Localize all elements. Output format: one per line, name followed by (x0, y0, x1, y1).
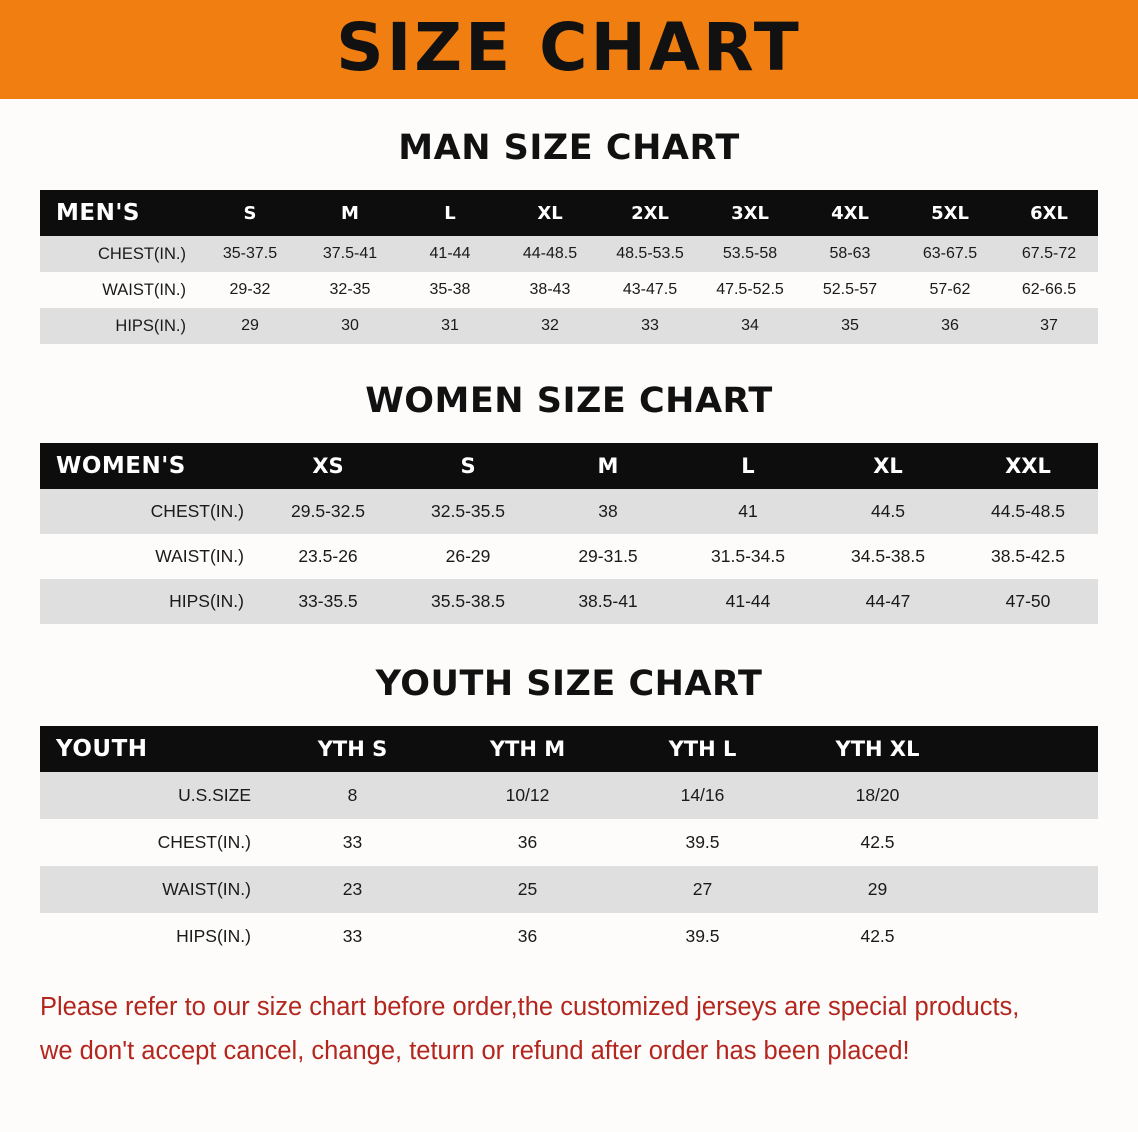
col-header: MEN'S (40, 190, 200, 236)
table-cell: 35-38 (400, 272, 500, 308)
table-cell: 33 (265, 819, 440, 866)
table-cell: 42.5 (790, 819, 965, 866)
table-cell: 34.5-38.5 (818, 534, 958, 579)
table-cell: 44-48.5 (500, 236, 600, 272)
table-cell: 44-47 (818, 579, 958, 624)
col-header: 6XL (1000, 190, 1098, 236)
table-cell: 44.5 (818, 489, 958, 534)
col-header: L (678, 443, 818, 489)
table-row (40, 866, 1098, 913)
women-size-table (40, 443, 1098, 624)
table-cell-empty (965, 772, 1098, 819)
table-cell: 62-66.5 (1000, 272, 1098, 308)
table-cell: 67.5-72 (1000, 236, 1098, 272)
col-header-empty (965, 726, 1098, 772)
row-label: CHEST(IN.) (40, 236, 200, 272)
row-label: WAIST(IN.) (40, 534, 258, 579)
table-row (40, 579, 1098, 624)
youth-section-title: YOUTH SIZE CHART (375, 664, 763, 704)
row-label: CHEST(IN.) (40, 489, 258, 534)
table-cell: 33 (600, 308, 700, 344)
table-cell: 23.5-26 (258, 534, 398, 579)
table-row (40, 236, 1098, 272)
col-header: L (400, 190, 500, 236)
youth-table-wrap (0, 726, 1138, 960)
table-row (40, 772, 1098, 819)
table-cell: 39.5 (615, 913, 790, 960)
man-table-wrap (0, 190, 1138, 344)
table-cell: 33 (265, 913, 440, 960)
table-cell: 29-32 (200, 272, 300, 308)
row-label: WAIST(IN.) (40, 866, 265, 913)
table-header-row (40, 190, 1098, 236)
table-row (40, 534, 1098, 579)
table-cell: 35-37.5 (200, 236, 300, 272)
table-cell: 32 (500, 308, 600, 344)
col-header: 3XL (700, 190, 800, 236)
table-cell: 58-63 (800, 236, 900, 272)
col-header: S (200, 190, 300, 236)
table-cell: 29.5-32.5 (258, 489, 398, 534)
table-cell: 43-47.5 (600, 272, 700, 308)
table-cell: 26-29 (398, 534, 538, 579)
col-header: M (300, 190, 400, 236)
row-label: CHEST(IN.) (40, 819, 265, 866)
table-cell: 25 (440, 866, 615, 913)
table-cell: 39.5 (615, 819, 790, 866)
table-cell: 8 (265, 772, 440, 819)
table-cell: 29 (790, 866, 965, 913)
women-section-title: WOMEN SIZE CHART (365, 381, 773, 421)
table-row (40, 913, 1098, 960)
table-cell: 63-67.5 (900, 236, 1000, 272)
table-cell: 38 (538, 489, 678, 534)
table-cell: 29-31.5 (538, 534, 678, 579)
col-header: YTH M (440, 726, 615, 772)
table-cell: 52.5-57 (800, 272, 900, 308)
col-header: M (538, 443, 678, 489)
col-header: YTH XL (790, 726, 965, 772)
table-cell: 37.5-41 (300, 236, 400, 272)
women-table-wrap (0, 443, 1138, 624)
col-header: WOMEN'S (40, 443, 258, 489)
table-cell: 48.5-53.5 (600, 236, 700, 272)
table-row (40, 272, 1098, 308)
table-cell: 37 (1000, 308, 1098, 344)
table-cell: 30 (300, 308, 400, 344)
table-row (40, 308, 1098, 344)
page-title: SIZE CHART (336, 8, 802, 86)
banner (0, 0, 1138, 99)
table-cell: 32-35 (300, 272, 400, 308)
table-cell: 34 (700, 308, 800, 344)
row-label: HIPS(IN.) (40, 913, 265, 960)
table-cell: 32.5-35.5 (398, 489, 538, 534)
disclaimer-note (40, 986, 1098, 1074)
man-section-title: MAN SIZE CHART (398, 128, 740, 168)
man-size-table (40, 190, 1098, 344)
table-header-row (40, 443, 1098, 489)
table-cell: 57-62 (900, 272, 1000, 308)
table-cell-empty (965, 866, 1098, 913)
col-header: 5XL (900, 190, 1000, 236)
col-header: S (398, 443, 538, 489)
col-header: XS (258, 443, 398, 489)
table-cell: 41-44 (400, 236, 500, 272)
table-cell-empty (965, 913, 1098, 960)
col-header: 2XL (600, 190, 700, 236)
table-cell: 35 (800, 308, 900, 344)
table-cell: 35.5-38.5 (398, 579, 538, 624)
table-cell: 41 (678, 489, 818, 534)
col-header: YTH L (615, 726, 790, 772)
disclaimer-line-2: we don't accept cancel, change, teturn or refund after order has been placed! (40, 1036, 910, 1065)
table-cell: 36 (900, 308, 1000, 344)
table-cell: 42.5 (790, 913, 965, 960)
disclaimer-line-1: Please refer to our size chart before order,the customized jerseys are special products, (40, 993, 1020, 1021)
row-label: HIPS(IN.) (40, 579, 258, 624)
col-header: XL (500, 190, 600, 236)
table-cell: 14/16 (615, 772, 790, 819)
youth-size-table (40, 726, 1098, 960)
col-header: XXL (958, 443, 1098, 489)
col-header: XL (818, 443, 958, 489)
row-label: WAIST(IN.) (40, 272, 200, 308)
row-label: U.S.SIZE (40, 772, 265, 819)
table-cell: 23 (265, 866, 440, 913)
col-header: 4XL (800, 190, 900, 236)
table-cell: 36 (440, 913, 615, 960)
table-row (40, 489, 1098, 534)
table-cell: 27 (615, 866, 790, 913)
table-cell: 18/20 (790, 772, 965, 819)
row-label: HIPS(IN.) (40, 308, 200, 344)
table-row (40, 819, 1098, 866)
table-cell: 41-44 (678, 579, 818, 624)
table-cell: 38.5-41 (538, 579, 678, 624)
table-cell: 44.5-48.5 (958, 489, 1098, 534)
table-cell: 47.5-52.5 (700, 272, 800, 308)
table-cell-empty (965, 819, 1098, 866)
table-cell: 53.5-58 (700, 236, 800, 272)
table-cell: 47-50 (958, 579, 1098, 624)
table-cell: 33-35.5 (258, 579, 398, 624)
col-header: YOUTH (40, 726, 265, 772)
table-cell: 31 (400, 308, 500, 344)
table-header-row (40, 726, 1098, 772)
table-cell: 38.5-42.5 (958, 534, 1098, 579)
table-cell: 38-43 (500, 272, 600, 308)
table-cell: 29 (200, 308, 300, 344)
table-cell: 36 (440, 819, 615, 866)
col-header: YTH S (265, 726, 440, 772)
table-cell: 31.5-34.5 (678, 534, 818, 579)
table-cell: 10/12 (440, 772, 615, 819)
